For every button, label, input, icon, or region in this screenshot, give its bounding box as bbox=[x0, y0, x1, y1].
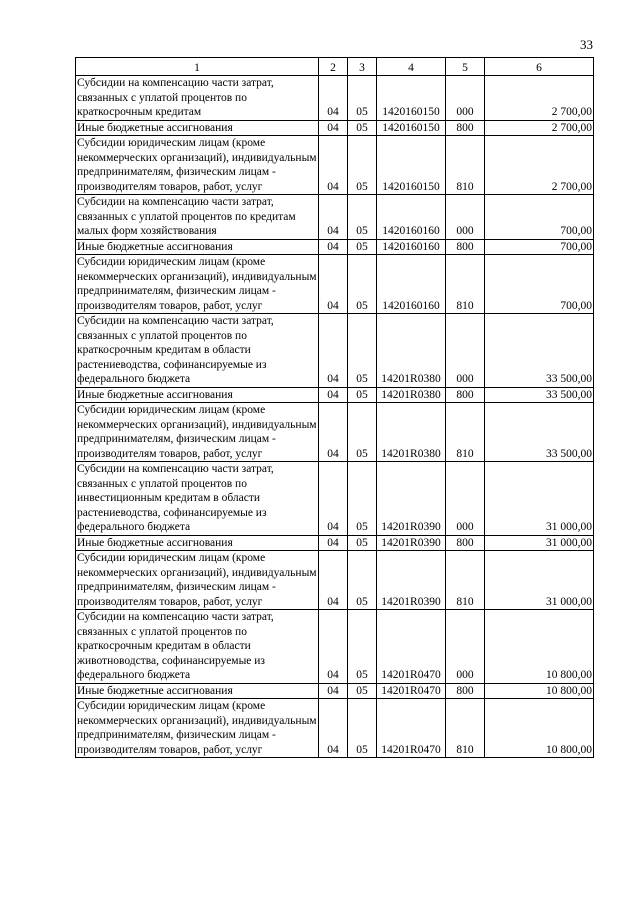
row-expense-type: 800 bbox=[446, 535, 485, 551]
row-subsection-code: 05 bbox=[348, 551, 377, 610]
table-body bbox=[76, 76, 594, 758]
row-expense-type: 800 bbox=[446, 683, 485, 699]
row-section-code: 04 bbox=[319, 195, 348, 240]
table-row bbox=[76, 136, 594, 195]
table-row bbox=[76, 195, 594, 240]
row-description: Субсидии юридическим лицам (кроме некоммерческих организаций), индивидуальным предпринимателям, физическим лицам - производителям товаров, работ, услуг bbox=[77, 256, 317, 312]
row-subsection-code: 05 bbox=[348, 136, 377, 195]
row-section-code: 04 bbox=[319, 239, 348, 255]
row-description: Субсидии на компенсацию части затрат, связанных с уплатой процентов по кредитам малых форм хозяйствования bbox=[76, 195, 319, 240]
row-description: Иные бюджетные ассигнования bbox=[76, 535, 319, 551]
row-amount: 700,00 bbox=[485, 239, 594, 255]
row-description: Субсидии на компенсацию части затрат, связанных с уплатой процентов по краткосрочным кредитам в области растениеводства, софинансируемые из федерального бюджета bbox=[76, 314, 319, 388]
row-section-code: 04 bbox=[319, 699, 348, 758]
row-amount: 33 500,00 bbox=[485, 387, 594, 403]
row-subsection-code: 05 bbox=[348, 255, 377, 314]
row-expense-type: 800 bbox=[446, 387, 485, 403]
header-col-6: 6 bbox=[485, 58, 594, 76]
row-target-article: 1420160160 bbox=[377, 195, 446, 240]
row-section-code: 04 bbox=[319, 255, 348, 314]
row-amount: 700,00 bbox=[485, 255, 594, 314]
row-subsection-code: 05 bbox=[348, 699, 377, 758]
row-expense-type: 000 bbox=[446, 610, 485, 684]
row-description: Иные бюджетные ассигнования bbox=[76, 120, 319, 136]
row-description: Иные бюджетные ассигнования bbox=[76, 387, 319, 403]
row-subsection-code: 05 bbox=[348, 239, 377, 255]
row-description: Субсидии на компенсацию части затрат, связанных с уплатой процентов по инвестиционным кредитам в области растениеводства, софинансируемые из федерального бюджета bbox=[76, 462, 319, 536]
row-section-code: 04 bbox=[319, 387, 348, 403]
row-subsection-code: 05 bbox=[348, 120, 377, 136]
row-amount: 31 000,00 bbox=[485, 551, 594, 610]
row-target-article: 14201R0380 bbox=[377, 387, 446, 403]
row-section-code: 04 bbox=[319, 551, 348, 610]
row-target-article: 14201R0380 bbox=[377, 314, 446, 388]
row-target-article: 14201R0390 bbox=[377, 535, 446, 551]
header-col-5: 5 bbox=[446, 58, 485, 76]
row-expense-type: 800 bbox=[446, 239, 485, 255]
row-target-article: 1420160150 bbox=[377, 76, 446, 121]
row-description: Иные бюджетные ассигнования bbox=[76, 239, 319, 255]
table-row bbox=[76, 535, 594, 551]
row-target-article: 1420160160 bbox=[377, 255, 446, 314]
row-target-article: 14201R0390 bbox=[377, 551, 446, 610]
row-description: Субсидии на компенсацию части затрат, связанных с уплатой процентов по краткосрочным кредитам bbox=[76, 76, 319, 121]
row-target-article: 14201R0380 bbox=[377, 403, 446, 462]
row-target-article: 1420160160 bbox=[377, 239, 446, 255]
header-row bbox=[76, 58, 594, 76]
row-amount: 2 700,00 bbox=[485, 136, 594, 195]
row-section-code: 04 bbox=[319, 314, 348, 388]
row-description: Субсидии юридическим лицам (кроме некоммерческих организаций), индивидуальным предпринимателям, физическим лицам - производителям товаров, работ, услуг bbox=[77, 552, 317, 608]
table-row bbox=[76, 76, 594, 121]
row-expense-type: 000 bbox=[446, 462, 485, 536]
row-amount: 2 700,00 bbox=[485, 120, 594, 136]
row-expense-type: 810 bbox=[446, 403, 485, 462]
row-amount: 10 800,00 bbox=[485, 699, 594, 758]
table-row bbox=[76, 551, 594, 610]
row-target-article: 14201R0470 bbox=[377, 610, 446, 684]
row-subsection-code: 05 bbox=[348, 314, 377, 388]
row-subsection-code: 05 bbox=[348, 195, 377, 240]
row-expense-type: 000 bbox=[446, 195, 485, 240]
table-row bbox=[76, 683, 594, 699]
row-subsection-code: 05 bbox=[348, 683, 377, 699]
row-amount: 31 000,00 bbox=[485, 462, 594, 536]
row-target-article: 14201R0390 bbox=[377, 462, 446, 536]
row-amount: 10 800,00 bbox=[485, 683, 594, 699]
row-amount: 700,00 bbox=[485, 195, 594, 240]
row-amount: 2 700,00 bbox=[485, 76, 594, 121]
row-expense-type: 800 bbox=[446, 120, 485, 136]
row-subsection-code: 05 bbox=[348, 387, 377, 403]
row-section-code: 04 bbox=[319, 610, 348, 684]
row-amount: 33 500,00 bbox=[485, 403, 594, 462]
table-row bbox=[76, 120, 594, 136]
table-row bbox=[76, 462, 594, 536]
budget-table bbox=[75, 57, 594, 758]
row-target-article: 1420160150 bbox=[377, 120, 446, 136]
row-subsection-code: 05 bbox=[348, 535, 377, 551]
row-subsection-code: 05 bbox=[348, 403, 377, 462]
table-row bbox=[76, 699, 594, 758]
row-section-code: 04 bbox=[319, 76, 348, 121]
row-expense-type: 810 bbox=[446, 699, 485, 758]
row-subsection-code: 05 bbox=[348, 76, 377, 121]
row-target-article: 14201R0470 bbox=[377, 683, 446, 699]
row-description: Иные бюджетные ассигнования bbox=[76, 683, 319, 699]
row-expense-type: 810 bbox=[446, 551, 485, 610]
table-row bbox=[76, 387, 594, 403]
row-expense-type: 000 bbox=[446, 76, 485, 121]
row-target-article: 1420160150 bbox=[377, 136, 446, 195]
row-expense-type: 000 bbox=[446, 314, 485, 388]
header-col-3: 3 bbox=[348, 58, 377, 76]
row-section-code: 04 bbox=[319, 120, 348, 136]
row-amount: 33 500,00 bbox=[485, 314, 594, 388]
row-target-article: 14201R0470 bbox=[377, 699, 446, 758]
table-row bbox=[76, 239, 594, 255]
row-section-code: 04 bbox=[319, 403, 348, 462]
row-amount: 10 800,00 bbox=[485, 610, 594, 684]
row-description: Субсидии юридическим лицам (кроме некоммерческих организаций), индивидуальным предпринимателям, физическим лицам - производителям товаров, работ, услуг bbox=[77, 700, 317, 756]
header-col-1: 1 bbox=[76, 58, 319, 76]
row-expense-type: 810 bbox=[446, 136, 485, 195]
page-number: 33 bbox=[580, 37, 593, 52]
row-description: Субсидии юридическим лицам (кроме некоммерческих организаций), индивидуальным предпринимателям, физическим лицам - производителям товаров, работ, услуг bbox=[77, 137, 317, 193]
table-row bbox=[76, 610, 594, 684]
row-expense-type: 810 bbox=[446, 255, 485, 314]
row-subsection-code: 05 bbox=[348, 462, 377, 536]
row-section-code: 04 bbox=[319, 683, 348, 699]
table-row bbox=[76, 314, 594, 388]
row-description: Субсидии юридическим лицам (кроме некоммерческих организаций), индивидуальным предпринимателям, физическим лицам - производителям товаров, работ, услуг bbox=[77, 404, 317, 460]
row-section-code: 04 bbox=[319, 136, 348, 195]
row-amount: 31 000,00 bbox=[485, 535, 594, 551]
row-description: Субсидии на компенсацию части затрат, связанных с уплатой процентов по краткосрочным кредитам в области животноводства, софинансируемые из федерального бюджета bbox=[76, 610, 319, 684]
table-row bbox=[76, 255, 594, 314]
header-col-4: 4 bbox=[377, 58, 446, 76]
row-section-code: 04 bbox=[319, 535, 348, 551]
header-col-2: 2 bbox=[319, 58, 348, 76]
row-subsection-code: 05 bbox=[348, 610, 377, 684]
table-row bbox=[76, 403, 594, 462]
row-section-code: 04 bbox=[319, 462, 348, 536]
